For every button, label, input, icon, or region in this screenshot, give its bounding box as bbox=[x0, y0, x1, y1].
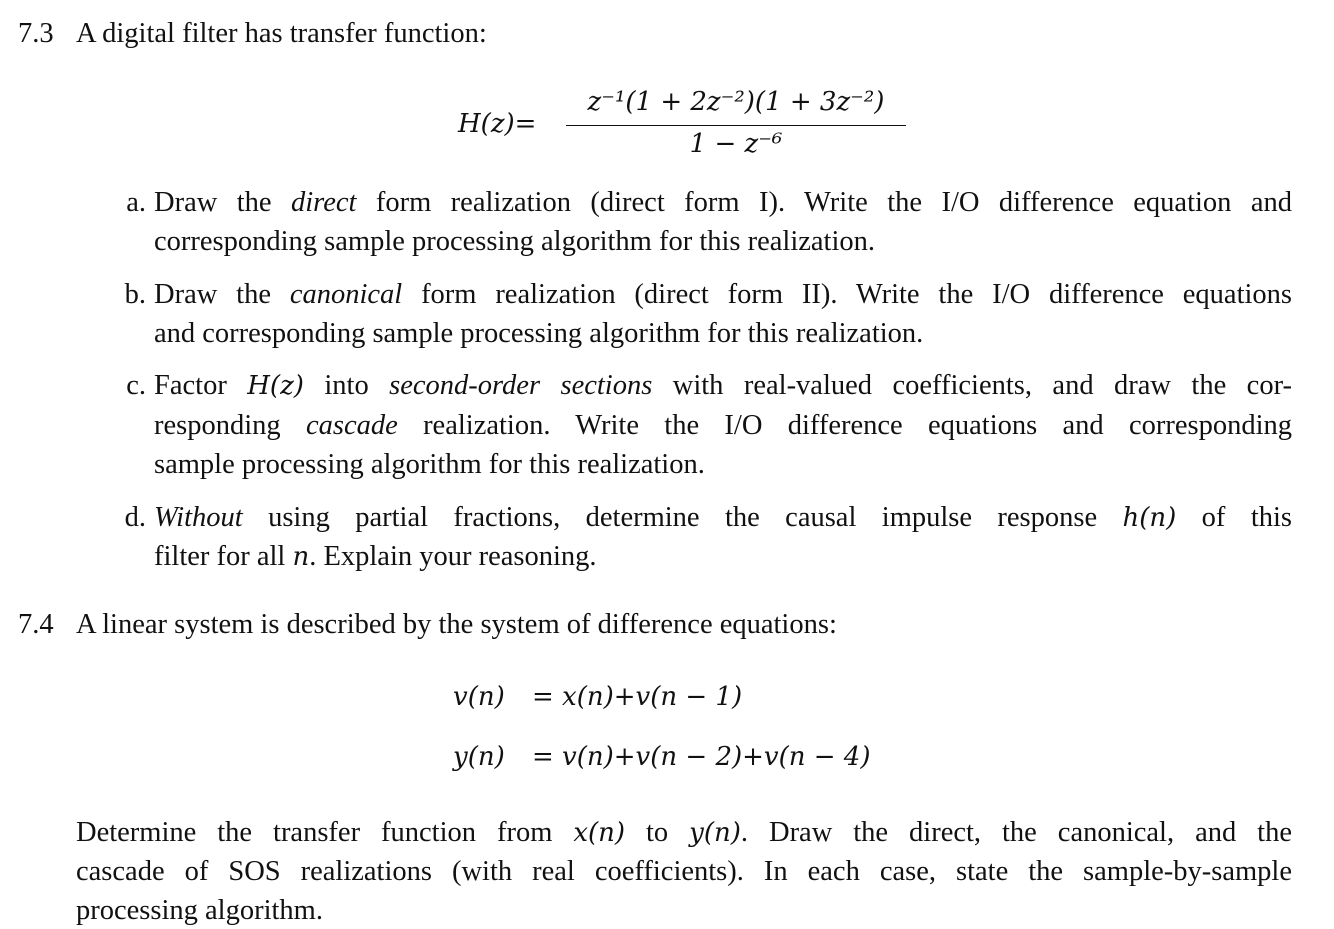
fraction-bar bbox=[566, 125, 906, 126]
item-label: c. bbox=[126, 370, 146, 401]
paragraph-line-1: Determine the transfer function from x(n) to y(n). Draw the direct, the canonical, and the bbox=[76, 817, 1293, 848]
item-c-line-1: Factor H(z) into second-order sections with real-valued coefficients, and draw the cor- bbox=[154, 370, 1292, 401]
item-c-line-3: sample processing algorithm for this realization. bbox=[154, 449, 705, 480]
item-a-line-1: Draw the direct form realization (direct form I). Write the I/O difference equation and bbox=[154, 187, 1293, 218]
equation-numerator: z⁻¹(1 + 2z⁻²)(1 + 3z⁻²) bbox=[587, 87, 885, 117]
item-d-line-2: filter for all n. Explain your reasoning. bbox=[154, 541, 597, 572]
item-label: b. bbox=[124, 279, 146, 310]
paragraph-line-2: cascade of SOS realizations (with real coefficients). In each case, state the sample-by-sample bbox=[76, 856, 1292, 887]
equation-rhs: = v(n)+v(n − 2)+v(n − 4) bbox=[532, 742, 871, 772]
item-a-line-2: corresponding sample processing algorithm for this realization. bbox=[154, 226, 876, 257]
item-b-line-2: and corresponding sample processing algorithm for this realization. bbox=[154, 318, 924, 349]
problem-intro: A linear system is described by the system of difference equations: bbox=[76, 609, 837, 640]
problem-intro: A digital filter has transfer function: bbox=[76, 18, 487, 49]
equation-lhs: H(z)= bbox=[458, 109, 537, 139]
problem-number: 7.3 bbox=[18, 18, 54, 49]
equation-denominator: 1 − z⁻⁶ bbox=[689, 129, 783, 159]
equation-lhs: v(n) bbox=[453, 682, 505, 712]
item-b-line-1: Draw the canonical form realization (direct form II). Write the I/O difference equations bbox=[154, 279, 1292, 310]
item-label: a. bbox=[126, 187, 146, 218]
paragraph-line-3: processing algorithm. bbox=[76, 895, 323, 926]
item-label: d. bbox=[124, 502, 146, 533]
equation-rhs: = x(n)+v(n − 1) bbox=[532, 682, 743, 712]
problem-number: 7.4 bbox=[18, 609, 54, 640]
item-c-line-2: responding cascade realization. Write the I/O difference equations and corresponding bbox=[154, 410, 1293, 441]
item-d-line-1: Without using partial fractions, determine the causal impulse response h(n) of this bbox=[154, 502, 1292, 533]
equation-lhs: y(n) bbox=[453, 742, 505, 772]
